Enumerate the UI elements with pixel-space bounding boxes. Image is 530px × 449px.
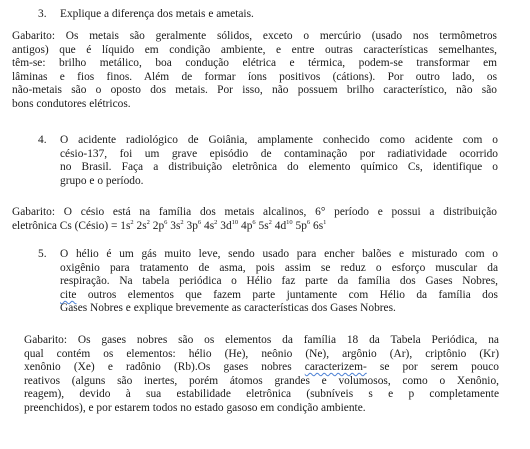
question-line: Gases Nobres e explique brevemente as características dos Gases Nobres. [60,302,396,315]
config-orbital: 4d [274,219,287,232]
config-term [137,220,150,232]
config-exponent: 2 [130,218,134,226]
question-line [60,289,498,303]
question-text [60,248,498,316]
config-orbital: 5s [258,219,269,232]
answer-line: antigos) que é líquido em condição ambiente, e entre outras características semelhantes, [12,43,497,56]
answer-line [24,361,499,375]
config-orbital: 3s [170,219,181,232]
config-orbital: 3p [186,219,198,232]
question-text: Explique a diferença dos metais e ametais. [60,8,254,20]
config-orbital: 4s [204,219,215,232]
config-term [275,220,293,232]
question-text [60,134,498,188]
config-exponent: 2 [146,218,150,226]
config-exponent: 6 [306,218,311,226]
config-exponent: 2 [268,218,272,226]
question-line: respiração. Na tabela periódica o Hélio faz parte da família dos Gases Nobres, [60,275,498,288]
config-term [204,220,217,232]
answer-line: Gabarito: O césio está na família dos metais alcalinos, 6° período e possui a distribuição [12,206,497,218]
config-exponent: 2 [180,218,184,226]
answer-5 [24,334,499,416]
answer-line-start: xenônio (Xe) e radônio (Rb).Os gases nobres [24,361,305,374]
question-line: oxigênio para tratamento de asma, pois assim se reduz o esforço muscular da [60,261,498,274]
answer-line: têm-se: brilho metálico, boa condução elétrica e térmica, podem-se transformar em [12,57,497,70]
electron-configuration [120,220,326,232]
answer-3 [12,30,497,112]
spellcheck-word: cite [60,288,77,301]
config-term [296,220,311,232]
config-term [153,220,168,232]
answer-line: reagem), devido à sua estabilidade eletrônica (subníveis s e p completamente [24,388,499,401]
config-exponent: 6 [164,218,168,226]
answer-line: lâminas e fios finos. Além de formar íons positivos (cátions). Por outro lado, os [12,70,497,83]
config-exponent: 6 [197,218,202,226]
answer-line: preenchidos), e por estarem todos no estado gasoso em condição ambiente. [24,401,366,414]
electron-configuration-line [12,220,497,234]
answer-line: Gabarito: Os metais são geralmente sólidos, exceto o mercúrio (usado nos termômetros [12,30,497,42]
question-line: grupo e o período. [60,174,144,187]
config-exponent: 6 [252,218,256,226]
config-term [241,220,256,232]
question-number: 4. [38,134,47,146]
config-orbital: 4p [241,219,253,232]
config-orbital: 2p [152,219,165,232]
question-3 [38,8,508,22]
config-orbital: 5p [295,219,307,232]
question-line: no Brasil. Faça a distribuição eletrônica do elemento químico Cs, identifique o [60,161,498,174]
question-line: O hélio é um gás muito leve, sendo usado para encher balões e misturado com o [60,248,498,260]
question-4 [38,134,498,188]
config-orbital: 2s [136,219,147,232]
question-number: 3. [38,8,47,20]
config-exponent: 10 [286,218,293,226]
config-exponent: 2 [214,218,218,226]
spellcheck-word: caracterizem- [304,361,367,374]
question-5 [38,248,498,316]
answer-line: não-metais são o oposto dos metais. Por isso, não possuem brilho característico, não são [12,84,497,97]
config-term [187,220,202,232]
config-orbital: 1s [120,219,131,232]
config-term [220,220,238,232]
config-term [120,220,133,232]
question-line: césio-137, foi um grave episódio de contaminação por radiatividade ocorrido [60,147,498,160]
question-line-rest: outros elementos que fazem parte juntamente com Hélio da família dos [76,288,498,301]
answer-line-end: se por serem pouco [366,361,499,374]
config-term [313,220,326,232]
answer-4 [12,206,497,233]
answer-line: bons condutores elétricos. [12,97,131,110]
answer-line: Gabarito: Os gases nobres são os elementos da família 18 da Tabela Periódica, na [24,334,499,346]
config-exponent: 10 [231,218,239,226]
config-orbital: 6s [313,219,324,232]
config-term [259,220,272,232]
config-prefix: eletrônica Cs (Césio) = [12,219,121,232]
config-orbital: 3d [220,219,232,232]
question-number: 5. [38,248,47,260]
config-exponent: 1 [323,218,327,226]
answer-line: qual contém os elementos: hélio (He), neônio (Ne), argônio (Ar), criptônio (Kr) [24,347,499,360]
config-term [170,220,183,232]
question-line: O acidente radiológico de Goiânia, amplamente conhecido como acidente com o [60,134,498,146]
answer-line: reativos (alguns são inertes, porém átomos grandes e volumosos, como o Xenônio, [24,374,499,387]
